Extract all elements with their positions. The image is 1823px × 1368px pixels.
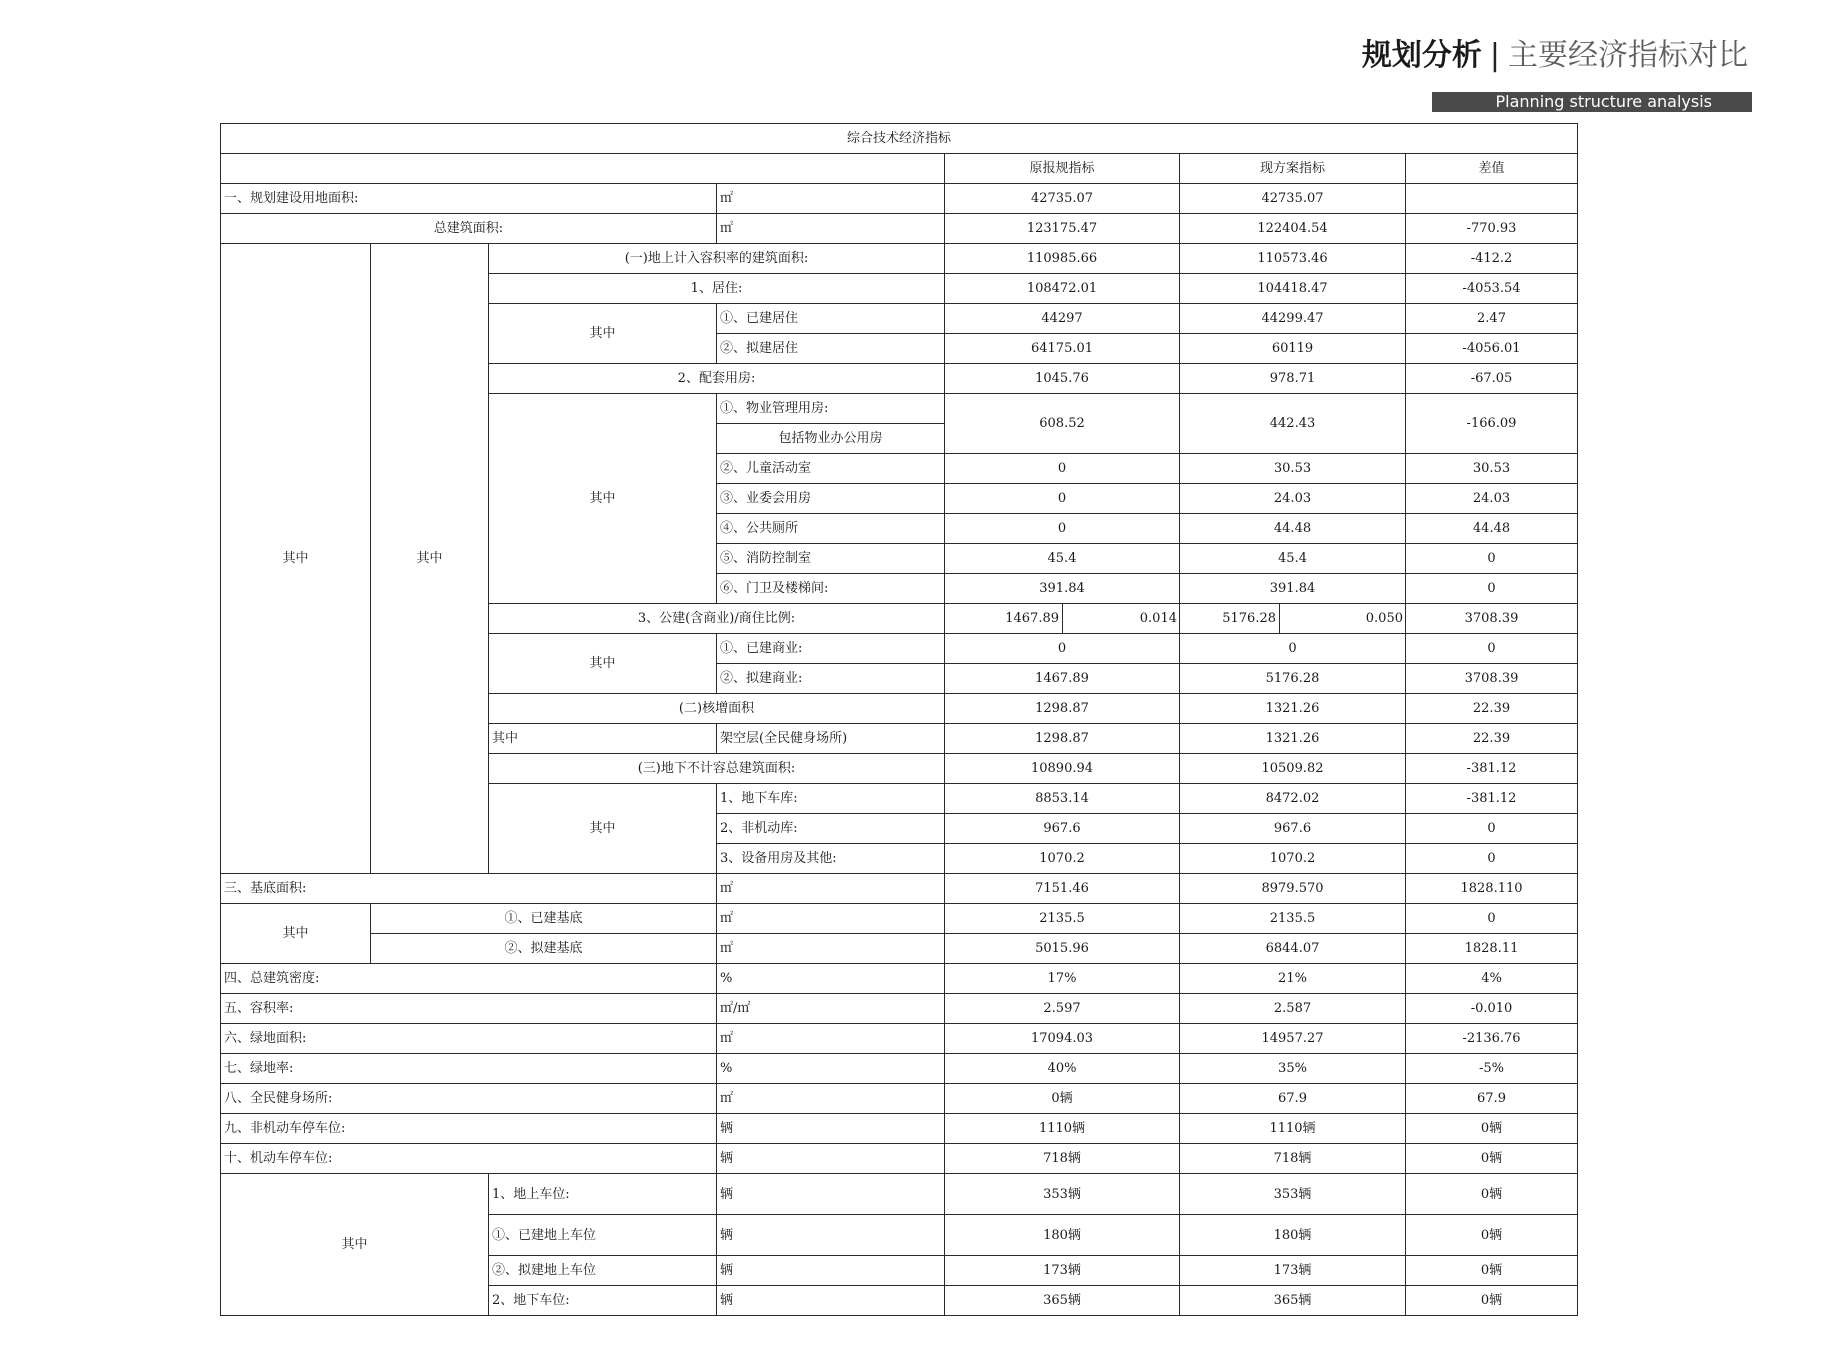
row-unit: ㎡ — [717, 874, 945, 904]
table-row — [221, 214, 1578, 244]
title-main: 规划分析 — [1361, 38, 1482, 73]
cell-original: 2135.5 — [945, 904, 1180, 934]
cell-original: 2.597 — [945, 994, 1180, 1024]
table-row — [221, 1084, 1578, 1114]
row-label: ②、拟建地上车位 — [489, 1256, 717, 1286]
row-unit: ㎡ — [717, 1024, 945, 1054]
cell-original: 110985.66 — [945, 244, 1180, 274]
cell-diff: 0辆 — [1406, 1286, 1578, 1316]
cell-diff: 30.53 — [1406, 454, 1578, 484]
row-label: 一、规划建设用地面积: — [221, 184, 717, 214]
cell-diff: 0 — [1406, 574, 1578, 604]
group-label: 其中 — [221, 904, 371, 964]
cell-original: 108472.01 — [945, 274, 1180, 304]
cell-diff: -770.93 — [1406, 214, 1578, 244]
cell-diff: 3708.39 — [1406, 664, 1578, 694]
page-subtitle: Planning structure analysis — [1432, 92, 1752, 112]
cell-original: 7151.46 — [945, 874, 1180, 904]
cell-current: 173辆 — [1180, 1256, 1406, 1286]
cell-current: 1070.2 — [1180, 844, 1406, 874]
row-label: 2、地下车位: — [489, 1286, 717, 1316]
row-label: 十、机动车停车位: — [221, 1144, 717, 1174]
row-unit: 辆 — [717, 1174, 945, 1215]
cell-current: 353辆 — [1180, 1174, 1406, 1215]
table-row — [221, 1054, 1578, 1084]
cell-original: 365辆 — [945, 1286, 1180, 1316]
header-original: 原报规指标 — [945, 154, 1180, 184]
group-label-inner: 其中 — [371, 244, 489, 874]
row-unit: ㎡/㎡ — [717, 994, 945, 1024]
cell-original: 608.52 — [945, 394, 1180, 454]
cell-original: 42735.07 — [945, 184, 1180, 214]
cell-diff: 0 — [1406, 814, 1578, 844]
group-label: 其中 — [489, 394, 717, 604]
group-label: 其中 — [489, 304, 717, 364]
current-ratio: 0.050 — [1365, 611, 1403, 626]
row-unit: 辆 — [717, 1256, 945, 1286]
cell-current: 14957.27 — [1180, 1024, 1406, 1054]
header-current: 现方案指标 — [1180, 154, 1406, 184]
table-row — [221, 1174, 1578, 1215]
row-label: ②、拟建居住 — [717, 334, 945, 364]
cell-current: 67.9 — [1180, 1084, 1406, 1114]
cell-original: 0 — [945, 484, 1180, 514]
cell-diff: 1828.110 — [1406, 874, 1578, 904]
cell-current: 44299.47 — [1180, 304, 1406, 334]
cell-original: 1070.2 — [945, 844, 1180, 874]
row-unit: % — [717, 964, 945, 994]
row-label: 七、绿地率: — [221, 1054, 717, 1084]
cell-diff: 1828.11 — [1406, 934, 1578, 964]
row-label: (一)地上计入容积率的建筑面积: — [489, 244, 945, 274]
group-label: 其中 — [221, 1174, 489, 1316]
cell-current: 967.6 — [1180, 814, 1406, 844]
row-label: 总建筑面积: — [221, 214, 717, 244]
row-unit: ㎡ — [717, 214, 945, 244]
cell-diff: 24.03 — [1406, 484, 1578, 514]
table-title-row — [221, 124, 1578, 154]
row-label: 九、非机动车停车位: — [221, 1114, 717, 1144]
cell-diff: 67.9 — [1406, 1084, 1578, 1114]
cell-diff: -2136.76 — [1406, 1024, 1578, 1054]
cell-diff: -0.010 — [1406, 994, 1578, 1024]
group-label: 其中 — [489, 724, 717, 754]
cell-current — [1180, 604, 1406, 634]
cell-current: 24.03 — [1180, 484, 1406, 514]
cell-original: 0 — [945, 634, 1180, 664]
row-label: ①、已建基底 — [371, 904, 717, 934]
cell-original: 123175.47 — [945, 214, 1180, 244]
cell-original: 0 — [945, 514, 1180, 544]
row-label: ③、业委会用房 — [717, 484, 945, 514]
title-secondary: 主要经济指标对比 — [1508, 38, 1748, 73]
cell-original: 0辆 — [945, 1084, 1180, 1114]
cell-diff: 0辆 — [1406, 1256, 1578, 1286]
cell-current: 365辆 — [1180, 1286, 1406, 1316]
cell-original: 718辆 — [945, 1144, 1180, 1174]
cell-diff: 0 — [1406, 844, 1578, 874]
cell-current: 42735.07 — [1180, 184, 1406, 214]
row-label: 2、配套用房: — [489, 364, 945, 394]
cell-original: 8853.14 — [945, 784, 1180, 814]
cell-current: 8979.570 — [1180, 874, 1406, 904]
cell-original: 391.84 — [945, 574, 1180, 604]
row-label: ②、拟建基底 — [371, 934, 717, 964]
table-title: 综合技术经济指标 — [221, 124, 1578, 154]
row-label: ②、儿童活动室 — [717, 454, 945, 484]
row-label: 五、容积率: — [221, 994, 717, 1024]
row-label: ①、已建居住 — [717, 304, 945, 334]
cell-current: 2135.5 — [1180, 904, 1406, 934]
cell-original: 64175.01 — [945, 334, 1180, 364]
row-unit: ㎡ — [717, 904, 945, 934]
cell-diff: 22.39 — [1406, 724, 1578, 754]
cell-diff: 2.47 — [1406, 304, 1578, 334]
row-unit: 辆 — [717, 1144, 945, 1174]
cell-original: 17094.03 — [945, 1024, 1180, 1054]
table-row — [221, 994, 1578, 1024]
table-row — [221, 934, 1578, 964]
cell-current: 1110辆 — [1180, 1114, 1406, 1144]
cell-original: 353辆 — [945, 1174, 1180, 1215]
row-unit: 辆 — [717, 1114, 945, 1144]
cell-current: 122404.54 — [1180, 214, 1406, 244]
row-label: 三、基底面积: — [221, 874, 717, 904]
header-blank — [221, 154, 945, 184]
cell-current: 442.43 — [1180, 394, 1406, 454]
indicator-table — [220, 123, 1578, 1316]
row-label: (二)核增面积 — [489, 694, 945, 724]
row-label: 1、地下车库: — [717, 784, 945, 814]
cell-original: 1467.89 — [945, 664, 1180, 694]
cell-diff: 0辆 — [1406, 1144, 1578, 1174]
row-label: (三)地下不计容总建筑面积: — [489, 754, 945, 784]
cell-current: 978.71 — [1180, 364, 1406, 394]
table-row — [221, 1144, 1578, 1174]
row-label: ⑤、消防控制室 — [717, 544, 945, 574]
table-row — [221, 184, 1578, 214]
cell-diff: 4% — [1406, 964, 1578, 994]
cell-diff: 22.39 — [1406, 694, 1578, 724]
cell-current: 718辆 — [1180, 1144, 1406, 1174]
cell-original: 40% — [945, 1054, 1180, 1084]
cell-current: 0 — [1180, 634, 1406, 664]
row-label: 3、设备用房及其他: — [717, 844, 945, 874]
cell-diff: 0 — [1406, 544, 1578, 574]
table-header-row — [221, 154, 1578, 184]
row-unit: ㎡ — [717, 184, 945, 214]
title-separator: | — [1489, 38, 1500, 73]
row-unit: 辆 — [717, 1215, 945, 1256]
row-unit: 辆 — [717, 1286, 945, 1316]
table-row — [221, 874, 1578, 904]
row-label: ⑥、门卫及楼梯间: — [717, 574, 945, 604]
cell-diff: 0辆 — [1406, 1174, 1578, 1215]
table-row — [221, 904, 1578, 934]
row-label: 架空层(全民健身场所) — [717, 724, 945, 754]
cell-current: 30.53 — [1180, 454, 1406, 484]
cell-current: 104418.47 — [1180, 274, 1406, 304]
row-label: 四、总建筑密度: — [221, 964, 717, 994]
cell-diff — [1406, 184, 1578, 214]
page-title — [1362, 36, 1748, 76]
cell-diff: -67.05 — [1406, 364, 1578, 394]
cell-current: 10509.82 — [1180, 754, 1406, 784]
original-value: 1467.89 — [945, 604, 1063, 633]
cell-original: 173辆 — [945, 1256, 1180, 1286]
cell-diff: 3708.39 — [1406, 604, 1578, 634]
cell-original — [945, 604, 1180, 634]
row-label: 1、居住: — [489, 274, 945, 304]
row-label: ①、已建商业: — [717, 634, 945, 664]
row-label: ①、已建地上车位 — [489, 1215, 717, 1256]
table-row — [221, 1024, 1578, 1054]
cell-current: 35% — [1180, 1054, 1406, 1084]
cell-original: 44297 — [945, 304, 1180, 334]
cell-original: 1110辆 — [945, 1114, 1180, 1144]
table-row — [221, 244, 1578, 274]
group-label-outer: 其中 — [221, 244, 371, 874]
cell-current: 391.84 — [1180, 574, 1406, 604]
header-diff: 差值 — [1406, 154, 1578, 184]
row-label: ②、拟建商业: — [717, 664, 945, 694]
cell-current: 44.48 — [1180, 514, 1406, 544]
cell-current: 6844.07 — [1180, 934, 1406, 964]
cell-current: 1321.26 — [1180, 694, 1406, 724]
cell-original: 0 — [945, 454, 1180, 484]
cell-current: 21% — [1180, 964, 1406, 994]
table-row — [221, 964, 1578, 994]
original-ratio: 0.014 — [1139, 611, 1177, 626]
cell-diff: -4053.54 — [1406, 274, 1578, 304]
cell-diff: 0 — [1406, 634, 1578, 664]
row-label: 八、全民健身场所: — [221, 1084, 717, 1114]
row-label: 3、公建(含商业)/商住比例: — [489, 604, 945, 634]
row-label: ①、物业管理用房: — [717, 394, 945, 424]
group-label: 其中 — [489, 634, 717, 694]
cell-current: 2.587 — [1180, 994, 1406, 1024]
cell-diff: -5% — [1406, 1054, 1578, 1084]
current-value: 5176.28 — [1180, 604, 1280, 633]
cell-original: 1298.87 — [945, 724, 1180, 754]
cell-current: 1321.26 — [1180, 724, 1406, 754]
row-label: ④、公共厕所 — [717, 514, 945, 544]
row-unit: ㎡ — [717, 1084, 945, 1114]
cell-current: 110573.46 — [1180, 244, 1406, 274]
cell-diff: -4056.01 — [1406, 334, 1578, 364]
cell-diff: 0辆 — [1406, 1114, 1578, 1144]
cell-diff: -412.2 — [1406, 244, 1578, 274]
cell-original: 180辆 — [945, 1215, 1180, 1256]
cell-diff: -166.09 — [1406, 394, 1578, 454]
table-row — [221, 1114, 1578, 1144]
row-label: 2、非机动库: — [717, 814, 945, 844]
cell-original: 5015.96 — [945, 934, 1180, 964]
cell-original: 1045.76 — [945, 364, 1180, 394]
row-label: 六、绿地面积: — [221, 1024, 717, 1054]
group-label: 其中 — [489, 784, 717, 874]
cell-diff: -381.12 — [1406, 784, 1578, 814]
cell-original: 17% — [945, 964, 1180, 994]
cell-current: 180辆 — [1180, 1215, 1406, 1256]
cell-current: 45.4 — [1180, 544, 1406, 574]
cell-diff: 0 — [1406, 904, 1578, 934]
cell-current: 8472.02 — [1180, 784, 1406, 814]
cell-current: 5176.28 — [1180, 664, 1406, 694]
cell-original: 10890.94 — [945, 754, 1180, 784]
row-label: 包括物业办公用房 — [717, 424, 945, 454]
row-unit: ㎡ — [717, 934, 945, 964]
cell-original: 45.4 — [945, 544, 1180, 574]
row-unit: % — [717, 1054, 945, 1084]
cell-original: 1298.87 — [945, 694, 1180, 724]
cell-original: 967.6 — [945, 814, 1180, 844]
cell-diff: 0辆 — [1406, 1215, 1578, 1256]
cell-diff: 44.48 — [1406, 514, 1578, 544]
cell-diff: -381.12 — [1406, 754, 1578, 784]
row-label: 1、地上车位: — [489, 1174, 717, 1215]
cell-current: 60119 — [1180, 334, 1406, 364]
